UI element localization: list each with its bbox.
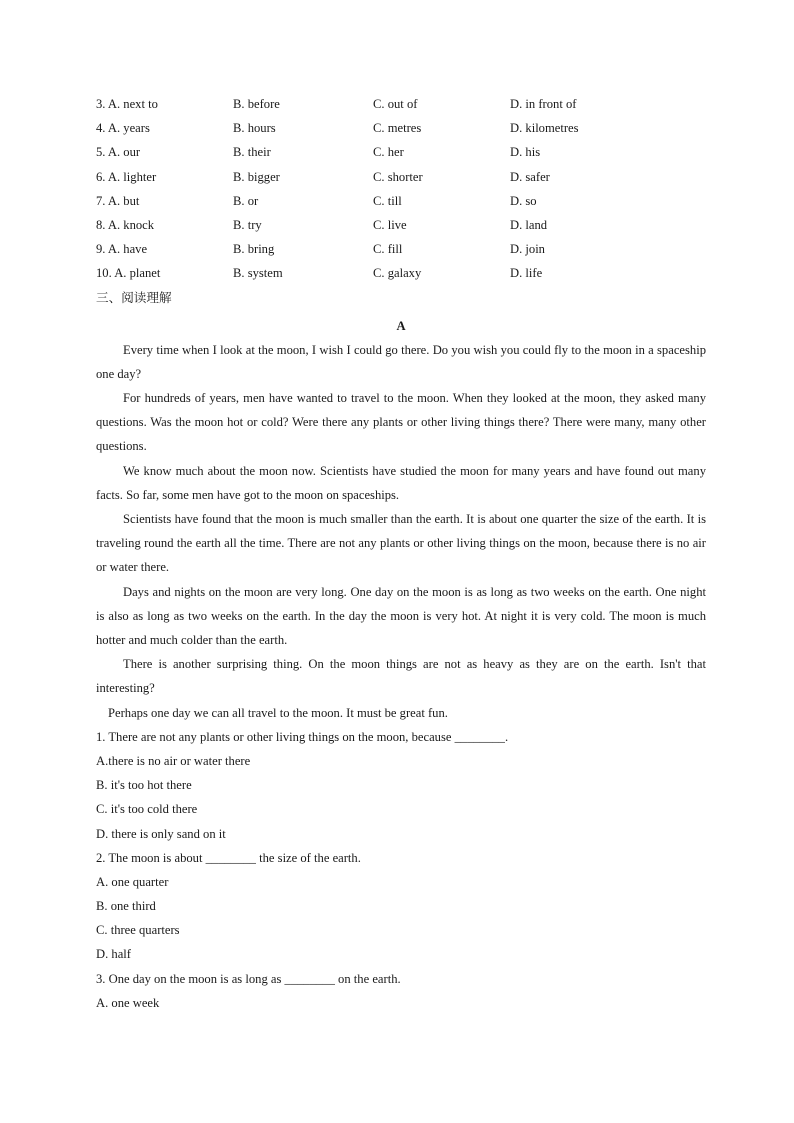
passage-paragraph: We know much about the moon now. Scientists have studied the moon for many years and have found out many facts. So far, some men have got to the moon on spaceships. (96, 463, 706, 502)
option-b: B. system (233, 266, 283, 281)
answer-choice: B. one third (96, 899, 156, 914)
option-b: B. try (233, 217, 262, 232)
question-stem: 1. There are not any plants or other living things on the moon, because ________. (96, 729, 509, 744)
section-title: 三、阅读理解 (96, 289, 172, 305)
option-d: D. his (510, 145, 541, 160)
answer-choice: A. one week (96, 995, 160, 1010)
option-a: 9. A. have (96, 242, 148, 257)
answer-choice: B. it's too hot there (96, 778, 192, 793)
option-b: B. bigger (233, 169, 280, 184)
option-a: 7. A. but (96, 193, 140, 208)
document-page (96, 92, 706, 1015)
question-list (96, 725, 706, 1015)
option-d: D. land (510, 217, 548, 232)
option-c: C. out of (373, 97, 418, 111)
option-d: D. in front of (510, 97, 577, 111)
option-c: C. metres (373, 121, 422, 136)
answer-choice: D. half (96, 947, 131, 962)
option-table (96, 92, 706, 286)
option-b: B. or (233, 193, 259, 208)
answer-choice: D. there is only sand on it (96, 826, 226, 841)
answer-choice: A. one quarter (96, 874, 169, 889)
option-c: C. fill (373, 242, 403, 257)
option-b: B. before (233, 97, 280, 111)
option-a: 10. A. planet (96, 266, 161, 281)
option-row (96, 213, 706, 237)
option-d: D. safer (510, 169, 550, 184)
option-d: D. join (510, 242, 545, 257)
option-row (96, 140, 706, 164)
passage-paragraph: For hundreds of years, men have wanted to travel to the moon. When they looked at the moon, they asked many questions. Was the moon hot or cold? Were there any plants or other living things there? There were many, many other questions. (96, 390, 706, 454)
option-a: 6. A. lighter (96, 169, 157, 184)
option-a: 4. A. years (96, 121, 150, 136)
option-b: B. bring (233, 242, 275, 257)
passage-paragraph: Scientists have found that the moon is much smaller than the earth. It is about one quarter the size of the earth. It is traveling round the earth all the time. There are not any plants or other living things on the moon, because there is no air or water there. (96, 511, 706, 575)
option-d: D. life (510, 266, 543, 281)
option-c: C. till (373, 193, 402, 208)
question-stem: 2. The moon is about ________ the size of the earth. (96, 850, 361, 865)
option-c: C. galaxy (373, 266, 422, 281)
option-a: 8. A. knock (96, 217, 155, 232)
option-b: B. hours (233, 121, 276, 136)
passage-paragraph: Every time when I look at the moon, I wish I could go there. Do you wish you could fly to the moon in a spaceship one day? (96, 342, 706, 381)
option-c: C. her (373, 145, 404, 160)
option-d: D. so (510, 193, 537, 208)
option-a: 5. A. our (96, 145, 141, 160)
passage-paragraph: Days and nights on the moon are very long. One day on the moon is as long as two weeks on the earth. One night is also as long as two weeks on the earth. In the day the moon is very hot. At night it is very cold. The moon is much hotter and much colder than the earth. (96, 584, 706, 647)
reading-passage (96, 338, 706, 725)
passage-title: A (396, 318, 406, 333)
answer-choice: C. three quarters (96, 923, 180, 938)
option-d: D. kilometres (510, 121, 579, 136)
option-row (96, 116, 706, 140)
option-c: C. live (373, 217, 407, 232)
answer-choice: A.there is no air or water there (96, 753, 251, 768)
option-b: B. their (233, 145, 271, 160)
option-row (96, 237, 706, 261)
option-row (96, 165, 706, 189)
passage-paragraph: There is another surprising thing. On the moon things are not as heavy as they are on the earth. Isn't that interesting? (96, 657, 706, 696)
passage-paragraph: Perhaps one day we can all travel to the moon. It must be great fun. (108, 705, 448, 720)
answer-choice: C. it's too cold there (96, 802, 198, 817)
option-c: C. shorter (373, 169, 423, 184)
option-row (96, 92, 706, 116)
option-row (96, 189, 706, 213)
option-a: 3. A. next to (96, 97, 158, 111)
option-row (96, 261, 706, 285)
question-stem: 3. One day on the moon is as long as ________ on the earth. (96, 971, 401, 986)
